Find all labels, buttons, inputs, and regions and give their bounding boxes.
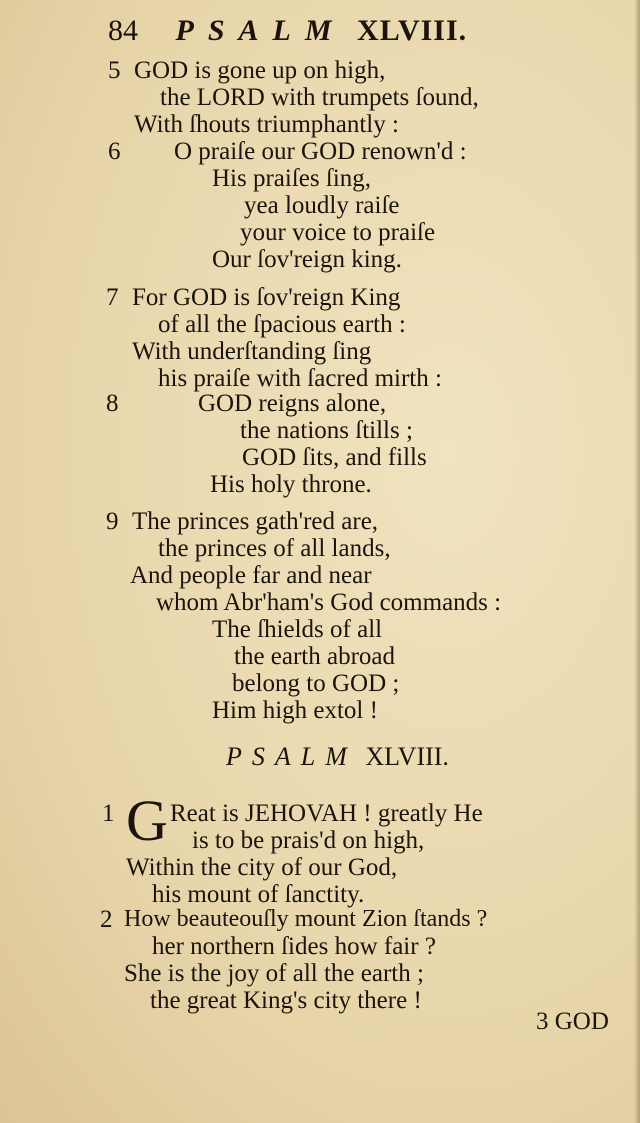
- verse-number: 2: [100, 906, 113, 933]
- verse-line: The ſhields of all: [212, 616, 383, 643]
- verse-line: the great King's city there !: [150, 987, 422, 1014]
- verse-line: GOD ſits, and fills: [242, 444, 427, 471]
- verse-number: 1: [102, 800, 115, 827]
- verse-line: GOD reigns alone,: [198, 390, 387, 417]
- verse-line: of all the ſpacious earth :: [158, 311, 406, 338]
- header-title: PSALM: [175, 14, 346, 47]
- verse-line: His holy throne.: [210, 471, 372, 498]
- catchword: 3 GOD: [536, 1008, 609, 1035]
- verse-line: her northern ſides how fair ?: [152, 933, 436, 960]
- verse-number: 5: [108, 57, 121, 84]
- verse-line: With underſtanding ſing: [132, 338, 372, 365]
- verse-line: the earth abroad: [234, 643, 396, 670]
- verse-line: your voice to praiſe: [240, 219, 436, 246]
- verse-line: yea loudly raiſe: [244, 192, 400, 219]
- verse-line: the princes of all lands,: [158, 535, 391, 562]
- verse-line: belong to GOD ;: [232, 670, 400, 697]
- verse-line: Our ſov'reign king.: [212, 246, 402, 273]
- verse-line: With ſhouts triumphantly :: [134, 111, 399, 138]
- verse-line: the LORD with trumpets ſound,: [160, 84, 479, 111]
- verse-line: is to be prais'd on high,: [192, 827, 425, 854]
- header-roman: XLVIII.: [357, 14, 468, 47]
- verse-line: GOD is gone up on high,: [134, 57, 386, 84]
- verse-line: his mount of ſanctity.: [152, 881, 365, 908]
- subtitle-title: PSALM: [226, 742, 357, 771]
- page-number: 84: [108, 14, 138, 47]
- verse-line: the nations ſtills ;: [240, 417, 413, 444]
- verse-line: The princes gath'red are,: [132, 508, 379, 535]
- verse-number: 9: [106, 508, 119, 535]
- verse-line: Him high extol !: [212, 697, 378, 724]
- verse-number: 6: [108, 138, 121, 165]
- drop-cap: G: [126, 788, 168, 853]
- verse-line: O praiſe our GOD renown'd :: [174, 138, 467, 165]
- running-header: [108, 14, 548, 48]
- subtitle-roman: XLVIII.: [365, 742, 449, 771]
- verse-line: whom Abr'ham's God commands :: [156, 589, 502, 616]
- verse-line: And people far and near: [130, 562, 372, 589]
- verse-line: She is the joy of all the earth ;: [124, 960, 424, 987]
- verse-line: his praiſe with ſacred mirth :: [158, 365, 442, 392]
- verse-number: 7: [106, 284, 119, 311]
- verse-line: For GOD is ſov'reign King: [132, 284, 401, 311]
- verse-line: Reat is JEHOVAH ! greatly He: [170, 800, 483, 827]
- page-edge-shadow: [634, 0, 640, 1123]
- verse-number: 8: [106, 390, 119, 417]
- verse-line: His praiſes ſing,: [212, 165, 372, 192]
- verse-line: Within the city of our God,: [126, 854, 398, 881]
- verse-line: How beauteouſly mount Zion ſtands ?: [124, 906, 488, 932]
- psalm-subtitle: [226, 742, 449, 772]
